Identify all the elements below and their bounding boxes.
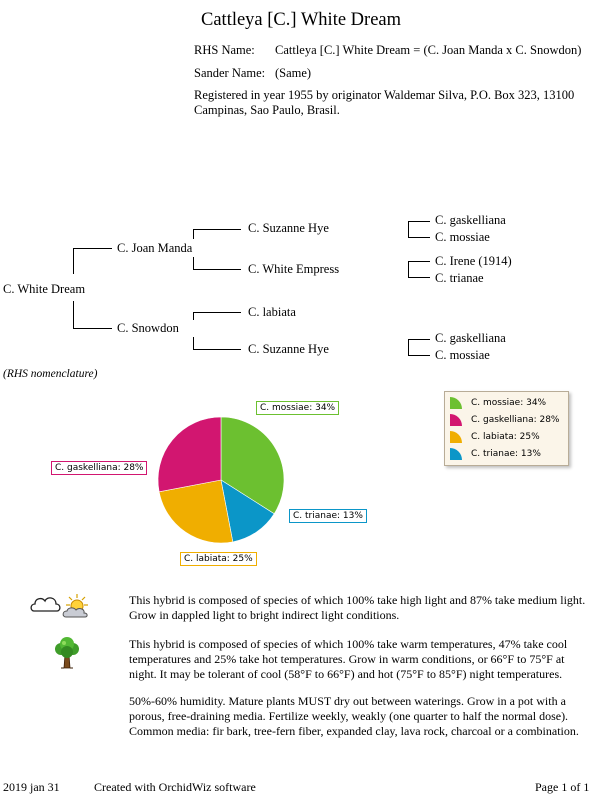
- legend-label: C. labiata: 25%: [471, 432, 540, 442]
- footer-date: 2019 jan 31: [3, 780, 60, 794]
- pedigree-root: C. White Dream: [3, 282, 86, 296]
- pedigree-parent-2: C. Snowdon: [117, 321, 179, 335]
- pie-label-gaskelliana: C. gaskelliana: 28%: [51, 461, 147, 475]
- pedigree-connector: [193, 349, 241, 350]
- pie-slice-c--mossiae: [221, 417, 284, 514]
- legend-label: C. mossiae: 34%: [471, 398, 547, 408]
- legend-item: [449, 447, 541, 464]
- pedigree-ggp-1: C. gaskelliana: [435, 213, 506, 227]
- pie-label-trianae: C. trianae: 13%: [289, 509, 367, 523]
- pedigree-ggp-2: C. mossiae: [435, 230, 490, 244]
- pedigree-connector: [73, 301, 74, 328]
- registration-text: Registered in year 1955 by originator Waldemar Silva, P.O. Box 323, 13100 Campinas, Sao Paulo, Brasil.: [194, 88, 575, 117]
- cloud-sun-icon: [30, 593, 92, 619]
- pedigree-connector: [193, 257, 194, 269]
- legend-label: C. gaskelliana: 28%: [471, 415, 560, 425]
- legend-swatch: [449, 447, 465, 461]
- pedigree-grandparent-1: C. Suzanne Hye: [248, 221, 329, 235]
- pedigree-connector: [408, 221, 409, 237]
- page-title: Cattleya [C.] White Dream: [201, 10, 402, 30]
- sander-name-value: (Same): [275, 66, 312, 80]
- pedigree-connector: [408, 261, 409, 277]
- legend-label: C. trianae: 13%: [471, 449, 541, 459]
- care-text: 50%-60% humidity. Mature plants MUST dry out between waterings. Grow in a pot with a porous, free-draining media. Fertilize weekly, weakly (one quarter to half the normal dose). Common media: fir bark, tree-fern fiber, expanded clay, lava rock, charcoal or a combination.: [129, 694, 579, 738]
- rhs-name-label: RHS Name:: [194, 43, 255, 57]
- sander-name-label: Sander Name:: [194, 66, 266, 80]
- pie-slice-c--labiata: [159, 480, 233, 543]
- pedigree-connector: [408, 339, 430, 340]
- pedigree-connector: [408, 221, 430, 222]
- rhs-name-value: Cattleya [C.] White Dream = (C. Joan Manda x C. Snowdon): [275, 43, 582, 57]
- chart-legend: [444, 391, 569, 466]
- footer-page-number: Page 1 of 1: [535, 780, 590, 794]
- pedigree-connector: [73, 328, 112, 329]
- pedigree-ggp-5: C. gaskelliana: [435, 331, 506, 345]
- footer-software: Created with OrchidWiz software: [94, 780, 256, 794]
- pie-label-mossiae: C. mossiae: 34%: [256, 401, 339, 415]
- pedigree-connector: [193, 312, 241, 313]
- pedigree-connector: [73, 248, 112, 249]
- pedigree-connector: [408, 355, 430, 356]
- light-text: This hybrid is composed of species of which 100% take high light and 87% take medium light. Grow in dappled light to bright indirect light conditions.: [129, 593, 586, 622]
- pedigree-connector: [193, 229, 241, 230]
- legend-swatch: [449, 430, 465, 444]
- tree-icon: [54, 637, 80, 669]
- pedigree-grandparent-2: C. White Empress: [248, 262, 340, 276]
- legend-item: [449, 413, 560, 430]
- pedigree-grandparent-3: C. labiata: [248, 305, 296, 319]
- nomenclature-note: (RHS nomenclature): [3, 368, 98, 380]
- pedigree-grandparent-4: C. Suzanne Hye: [248, 342, 329, 356]
- pedigree-ggp-6: C. mossiae: [435, 348, 490, 362]
- pedigree-connector: [193, 337, 194, 349]
- pedigree-ggp-3: C. Irene (1914): [435, 254, 512, 268]
- pie-label-labiata: C. labiata: 25%: [180, 552, 257, 566]
- pie-slice-c--trianae: [221, 480, 274, 542]
- legend-swatch: [449, 396, 465, 410]
- legend-item: [449, 430, 540, 447]
- pedigree-connector: [408, 277, 430, 278]
- pedigree-connector: [193, 312, 194, 320]
- pedigree-connector: [408, 261, 430, 262]
- pedigree-connector: [73, 248, 74, 274]
- pedigree-connector: [193, 269, 241, 270]
- legend-swatch: [449, 413, 465, 427]
- pie-slice-c--gaskelliana: [158, 417, 221, 492]
- pedigree-connector: [408, 237, 430, 238]
- pedigree-ggp-4: C. trianae: [435, 271, 484, 285]
- pedigree-connector: [408, 339, 409, 355]
- pedigree-connector: [193, 229, 194, 239]
- legend-item: [449, 396, 547, 413]
- temperature-text: This hybrid is composed of species of which 100% take warm temperatures, 47% take cool temperatures and 25% take hot temperatures. Grow in warm conditions, or 66°F to 75°F at night. It may be tolerant of cool (58°F to 66°F) and hot (75°F to 85°F) night temperatures.: [129, 637, 568, 681]
- pedigree-parent-1: C. Joan Manda: [117, 241, 193, 255]
